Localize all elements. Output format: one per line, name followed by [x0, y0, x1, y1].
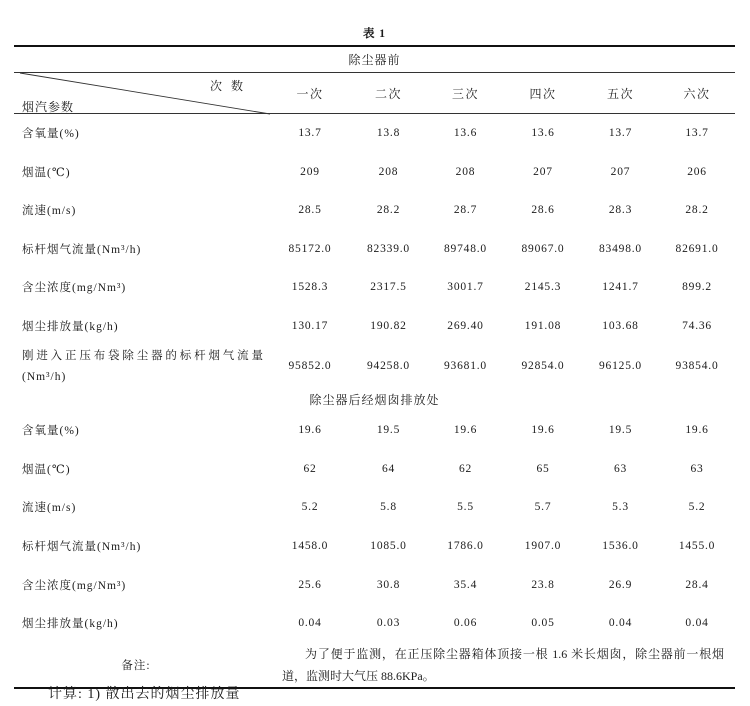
cell-value: 191.08 [524, 319, 562, 332]
cell-value: 13.7 [608, 127, 633, 140]
row-label: 烟尘排放量(kg/h) [22, 320, 119, 333]
cell-value: 1085.0 [370, 540, 407, 553]
section-title-row [14, 387, 735, 411]
cell-value: 83498.0 [599, 242, 642, 255]
cell-value: 62 [458, 462, 473, 475]
after-rows [14, 411, 735, 643]
corner-header-cell [14, 73, 270, 114]
cell-value: 82339.0 [367, 242, 410, 255]
cell-value: 19.6 [298, 424, 322, 437]
cell-value: 28.4 [685, 578, 709, 591]
cell-value: 25.6 [298, 578, 322, 591]
cell-value: 5.3 [612, 501, 629, 514]
cell-value: 23.8 [531, 578, 555, 591]
remark-label: 备注: [14, 643, 270, 688]
cell-value: 63 [613, 462, 628, 475]
before-rows [14, 114, 735, 388]
table-row [14, 411, 735, 450]
cell-value: 1528.3 [291, 281, 329, 294]
cell-value: 207 [533, 165, 553, 178]
table-row [14, 450, 735, 489]
section-title-before: 除尘器前 [14, 46, 735, 73]
column-header: 二次 [350, 73, 427, 114]
row-label [14, 345, 270, 387]
cell-value: 96125.0 [599, 360, 642, 372]
table-row [14, 345, 735, 387]
cell-value: 208 [455, 165, 476, 178]
remark-text [270, 643, 735, 688]
cell-value: 28.7 [453, 204, 478, 217]
cell-value: 13.7 [685, 127, 709, 140]
table-row [14, 153, 735, 192]
cell-value: 0.03 [376, 617, 401, 630]
row-label: 烟温(℃) [22, 463, 71, 476]
row-label: 流速(m/s) [22, 205, 77, 218]
cell-value: 13.8 [376, 127, 401, 140]
table-row [14, 565, 735, 604]
cell-value: 2145.3 [524, 281, 562, 294]
remark-line: 道，监测时大气压 88.6KPa。 [282, 668, 435, 683]
cell-value: 62 [303, 462, 317, 475]
cell-value: 209 [300, 165, 320, 178]
cell-value: 1241.7 [602, 281, 639, 294]
table-row [14, 114, 735, 153]
cell-value: 5.7 [534, 501, 552, 514]
cell-value: 207 [610, 165, 631, 178]
cell-value: 1786.0 [447, 540, 484, 553]
cell-value: 63 [690, 462, 704, 475]
cell-value: 95852.0 [288, 360, 332, 372]
cell-value: 0.04 [685, 617, 709, 630]
cell-value: 28.2 [376, 204, 401, 217]
cell-value: 65 [536, 462, 550, 475]
cell-value: 82691.0 [675, 242, 719, 255]
remark-row [14, 643, 735, 688]
cell-value: 13.7 [298, 127, 322, 140]
cell-value: 93681.0 [444, 360, 487, 372]
cell-value: 94258.0 [367, 360, 410, 372]
row-label: 标杆烟气流量(Nm³/h) [22, 541, 142, 554]
table-row [14, 527, 735, 566]
cell-value: 0.05 [531, 617, 555, 630]
cell-value: 0.06 [453, 617, 478, 630]
row-label: 标杆烟气流量(Nm³/h) [22, 243, 142, 256]
cell-value: 190.82 [370, 319, 407, 332]
section-after-head [14, 387, 735, 411]
cell-value: 269.40 [447, 319, 484, 332]
corner-column-label: 次 数 [210, 79, 247, 93]
table-row [14, 604, 735, 643]
cell-value: 5.2 [688, 501, 706, 514]
cell-value: 206 [687, 165, 707, 178]
section-title-after: 除尘器后经烟囱排放处 [309, 392, 440, 407]
cell-value: 899.2 [682, 281, 712, 294]
row-label-line: (Nm³/h) [22, 371, 67, 383]
column-header: 一次 [270, 73, 350, 114]
cell-value: 19.5 [608, 424, 633, 437]
table-row [14, 488, 735, 527]
column-header: 三次 [427, 73, 504, 114]
row-label: 烟尘排放量(kg/h) [22, 618, 119, 631]
cell-value: 74.36 [682, 319, 712, 332]
section-before-head [14, 46, 735, 114]
section-title-row [14, 46, 735, 73]
cell-value: 92854.0 [521, 360, 565, 372]
cell-value: 0.04 [608, 617, 633, 630]
row-label: 烟温(℃) [22, 166, 71, 179]
cell-value: 28.5 [298, 204, 322, 217]
cell-value: 0.04 [298, 617, 322, 630]
cell-value: 93854.0 [675, 360, 719, 372]
row-label: 含氧量(%) [22, 425, 80, 438]
cell-value: 19.5 [376, 424, 401, 437]
calculation-heading: 计算: 1) 散出去的烟尘排放量 [48, 687, 241, 702]
cell-value: 1907.0 [524, 540, 562, 553]
cell-value: 1536.0 [602, 540, 639, 553]
table-row [14, 307, 735, 346]
column-header: 四次 [504, 73, 582, 114]
row-label-line: 刚进入正压布袋除尘器的标杆烟气流量 [22, 350, 264, 362]
row-label: 含氧量(%) [22, 128, 80, 141]
cell-value: 64 [381, 462, 396, 475]
cell-value: 1458.0 [291, 540, 329, 553]
remark-line: 为了便于监测，在正压除尘器箱体顶接一根 1.6 米长烟囱，除尘器前一根烟 [305, 646, 725, 661]
corner-row-label: 烟汽参数 [22, 100, 75, 114]
table-row [14, 191, 735, 230]
cell-value: 5.2 [301, 501, 319, 514]
cell-value: 13.6 [531, 127, 555, 140]
cell-value: 26.9 [608, 578, 633, 591]
cell-value: 19.6 [453, 424, 478, 437]
cell-value: 89748.0 [444, 242, 487, 255]
cell-value: 13.6 [453, 127, 478, 140]
cell-value: 28.3 [608, 204, 633, 217]
cell-value: 35.4 [453, 578, 478, 591]
column-header-row [14, 73, 735, 114]
cell-value: 103.68 [602, 319, 639, 332]
table-row [14, 230, 735, 269]
cell-value: 28.2 [685, 204, 709, 217]
cell-value: 19.6 [531, 424, 555, 437]
cell-value: 85172.0 [288, 242, 332, 255]
row-label: 流速(m/s) [22, 502, 77, 515]
column-header: 六次 [659, 73, 735, 114]
cell-value: 5.8 [380, 501, 397, 514]
cell-value: 208 [378, 165, 399, 178]
row-label: 含尘浓度(mg/Nm³) [22, 579, 127, 592]
table-caption: 表 1 [362, 28, 387, 40]
table-row [14, 268, 735, 307]
cell-value: 19.6 [685, 424, 709, 437]
cell-value: 1455.0 [678, 540, 716, 553]
cell-value: 5.5 [457, 501, 474, 514]
row-label: 含尘浓度(mg/Nm³) [22, 282, 127, 295]
cell-value: 3001.7 [447, 281, 484, 294]
column-header: 五次 [582, 73, 659, 114]
cell-value: 89067.0 [521, 242, 565, 255]
cell-value: 2317.5 [370, 281, 407, 294]
cell-value: 28.6 [531, 204, 555, 217]
cell-value: 30.8 [376, 578, 401, 591]
remark-section [14, 643, 735, 688]
cell-value: 130.17 [291, 319, 329, 332]
data-table [14, 45, 735, 689]
